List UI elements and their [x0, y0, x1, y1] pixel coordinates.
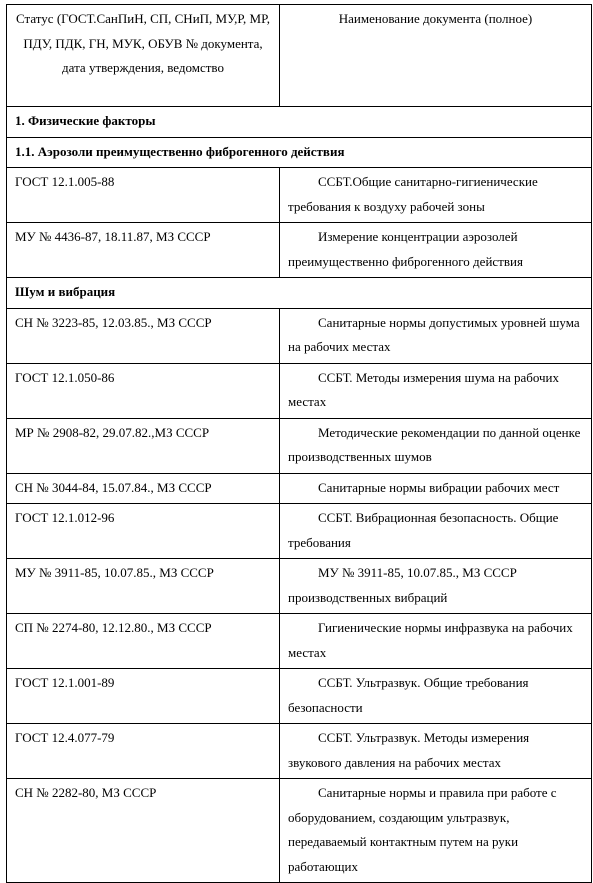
header-name-cell: Наименование документа (полное): [280, 5, 592, 107]
table-row: [7, 669, 592, 724]
table-row: [7, 504, 592, 559]
name-text: Гигиенические нормы инфразвука на рабочих местах: [288, 620, 573, 660]
status-cell: ГОСТ 12.1.012-96: [7, 504, 280, 559]
status-cell: СН № 3044-84, 15.07.84., МЗ СССР: [7, 473, 280, 504]
status-cell: ГОСТ 12.1.001-89: [7, 669, 280, 724]
section-row: [7, 137, 592, 168]
name-cell: [280, 779, 592, 883]
table-row: [7, 168, 592, 223]
status-cell: ГОСТ 12.1.005-88: [7, 168, 280, 223]
table-header-row: [7, 5, 592, 107]
name-cell: [280, 504, 592, 559]
name-cell: [280, 614, 592, 669]
name-text: ССБТ. Методы измерения шума на рабочих местах: [288, 369, 560, 409]
section-row: [7, 107, 592, 138]
name-cell: [280, 559, 592, 614]
status-cell: ГОСТ 12.4.077-79: [7, 724, 280, 779]
status-cell: СН № 3223-85, 12.03.85., МЗ СССР: [7, 308, 280, 363]
name-text: Санитарные нормы вибрации рабочих мест: [318, 479, 560, 495]
name-text: Санитарные нормы допустимых уровней шума на рабочих местах: [288, 314, 580, 354]
name-text: ССБТ. Ультразвук. Общие требования безопасности: [288, 675, 529, 715]
status-cell: МУ № 4436-87, 18.11.87, МЗ СССР: [7, 223, 280, 278]
status-cell: СП № 2274-80, 12.12.80., МЗ СССР: [7, 614, 280, 669]
name-cell: [280, 669, 592, 724]
regulations-table: [6, 4, 592, 883]
header-status-cell: Статус (ГОСТ.СанПиН, СП, СНиП, МУ,Р, МР, ПДУ, ПДК, ГН, МУК, ОБУВ № документа, дата утверждения, ведомство: [7, 5, 280, 107]
name-cell: [280, 724, 592, 779]
table-row: [7, 418, 592, 473]
name-text: Санитарные нормы и правила при работе с оборудованием, создающим ультразвук, передаваемый контактным путем на руки работающих: [288, 785, 557, 874]
table-row: [7, 724, 592, 779]
name-text: ССБТ. Вибрационная безопасность. Общие требования: [288, 510, 559, 550]
status-cell: МР № 2908-82, 29.07.82.,МЗ СССР: [7, 418, 280, 473]
name-cell: [280, 473, 592, 504]
section-noise-vibration: Шум и вибрация: [7, 278, 592, 309]
table-row: [7, 308, 592, 363]
name-cell: [280, 168, 592, 223]
table-row: [7, 614, 592, 669]
table-row: [7, 363, 592, 418]
name-cell: [280, 418, 592, 473]
table-row: [7, 223, 592, 278]
table-row: [7, 779, 592, 883]
table-row: [7, 559, 592, 614]
name-text: Измерение концентрации аэрозолей преимущественно фиброгенного действия: [288, 229, 523, 269]
status-cell: СН № 2282-80, МЗ СССР: [7, 779, 280, 883]
section-row: [7, 278, 592, 309]
status-cell: ГОСТ 12.1.050-86: [7, 363, 280, 418]
table-row: [7, 473, 592, 504]
section-aerosols: 1.1. Аэрозоли преимущественно фиброгенного действия: [7, 137, 592, 168]
name-text: МУ № 3911-85, 10.07.85., МЗ СССР производственных вибраций: [288, 565, 517, 605]
name-text: ССБТ. Ультразвук. Методы измерения звукового давления на рабочих местах: [288, 730, 530, 770]
name-text: ССБТ.Общие санитарно-гигиенические требования к воздуху рабочей зоны: [288, 174, 538, 214]
name-cell: [280, 223, 592, 278]
name-cell: [280, 308, 592, 363]
name-text: Методические рекомендации по данной оценке производственных шумов: [288, 424, 581, 464]
section-physical-factors: 1. Физические факторы: [7, 107, 592, 138]
name-cell: [280, 363, 592, 418]
status-cell: МУ № 3911-85, 10.07.85., МЗ СССР: [7, 559, 280, 614]
